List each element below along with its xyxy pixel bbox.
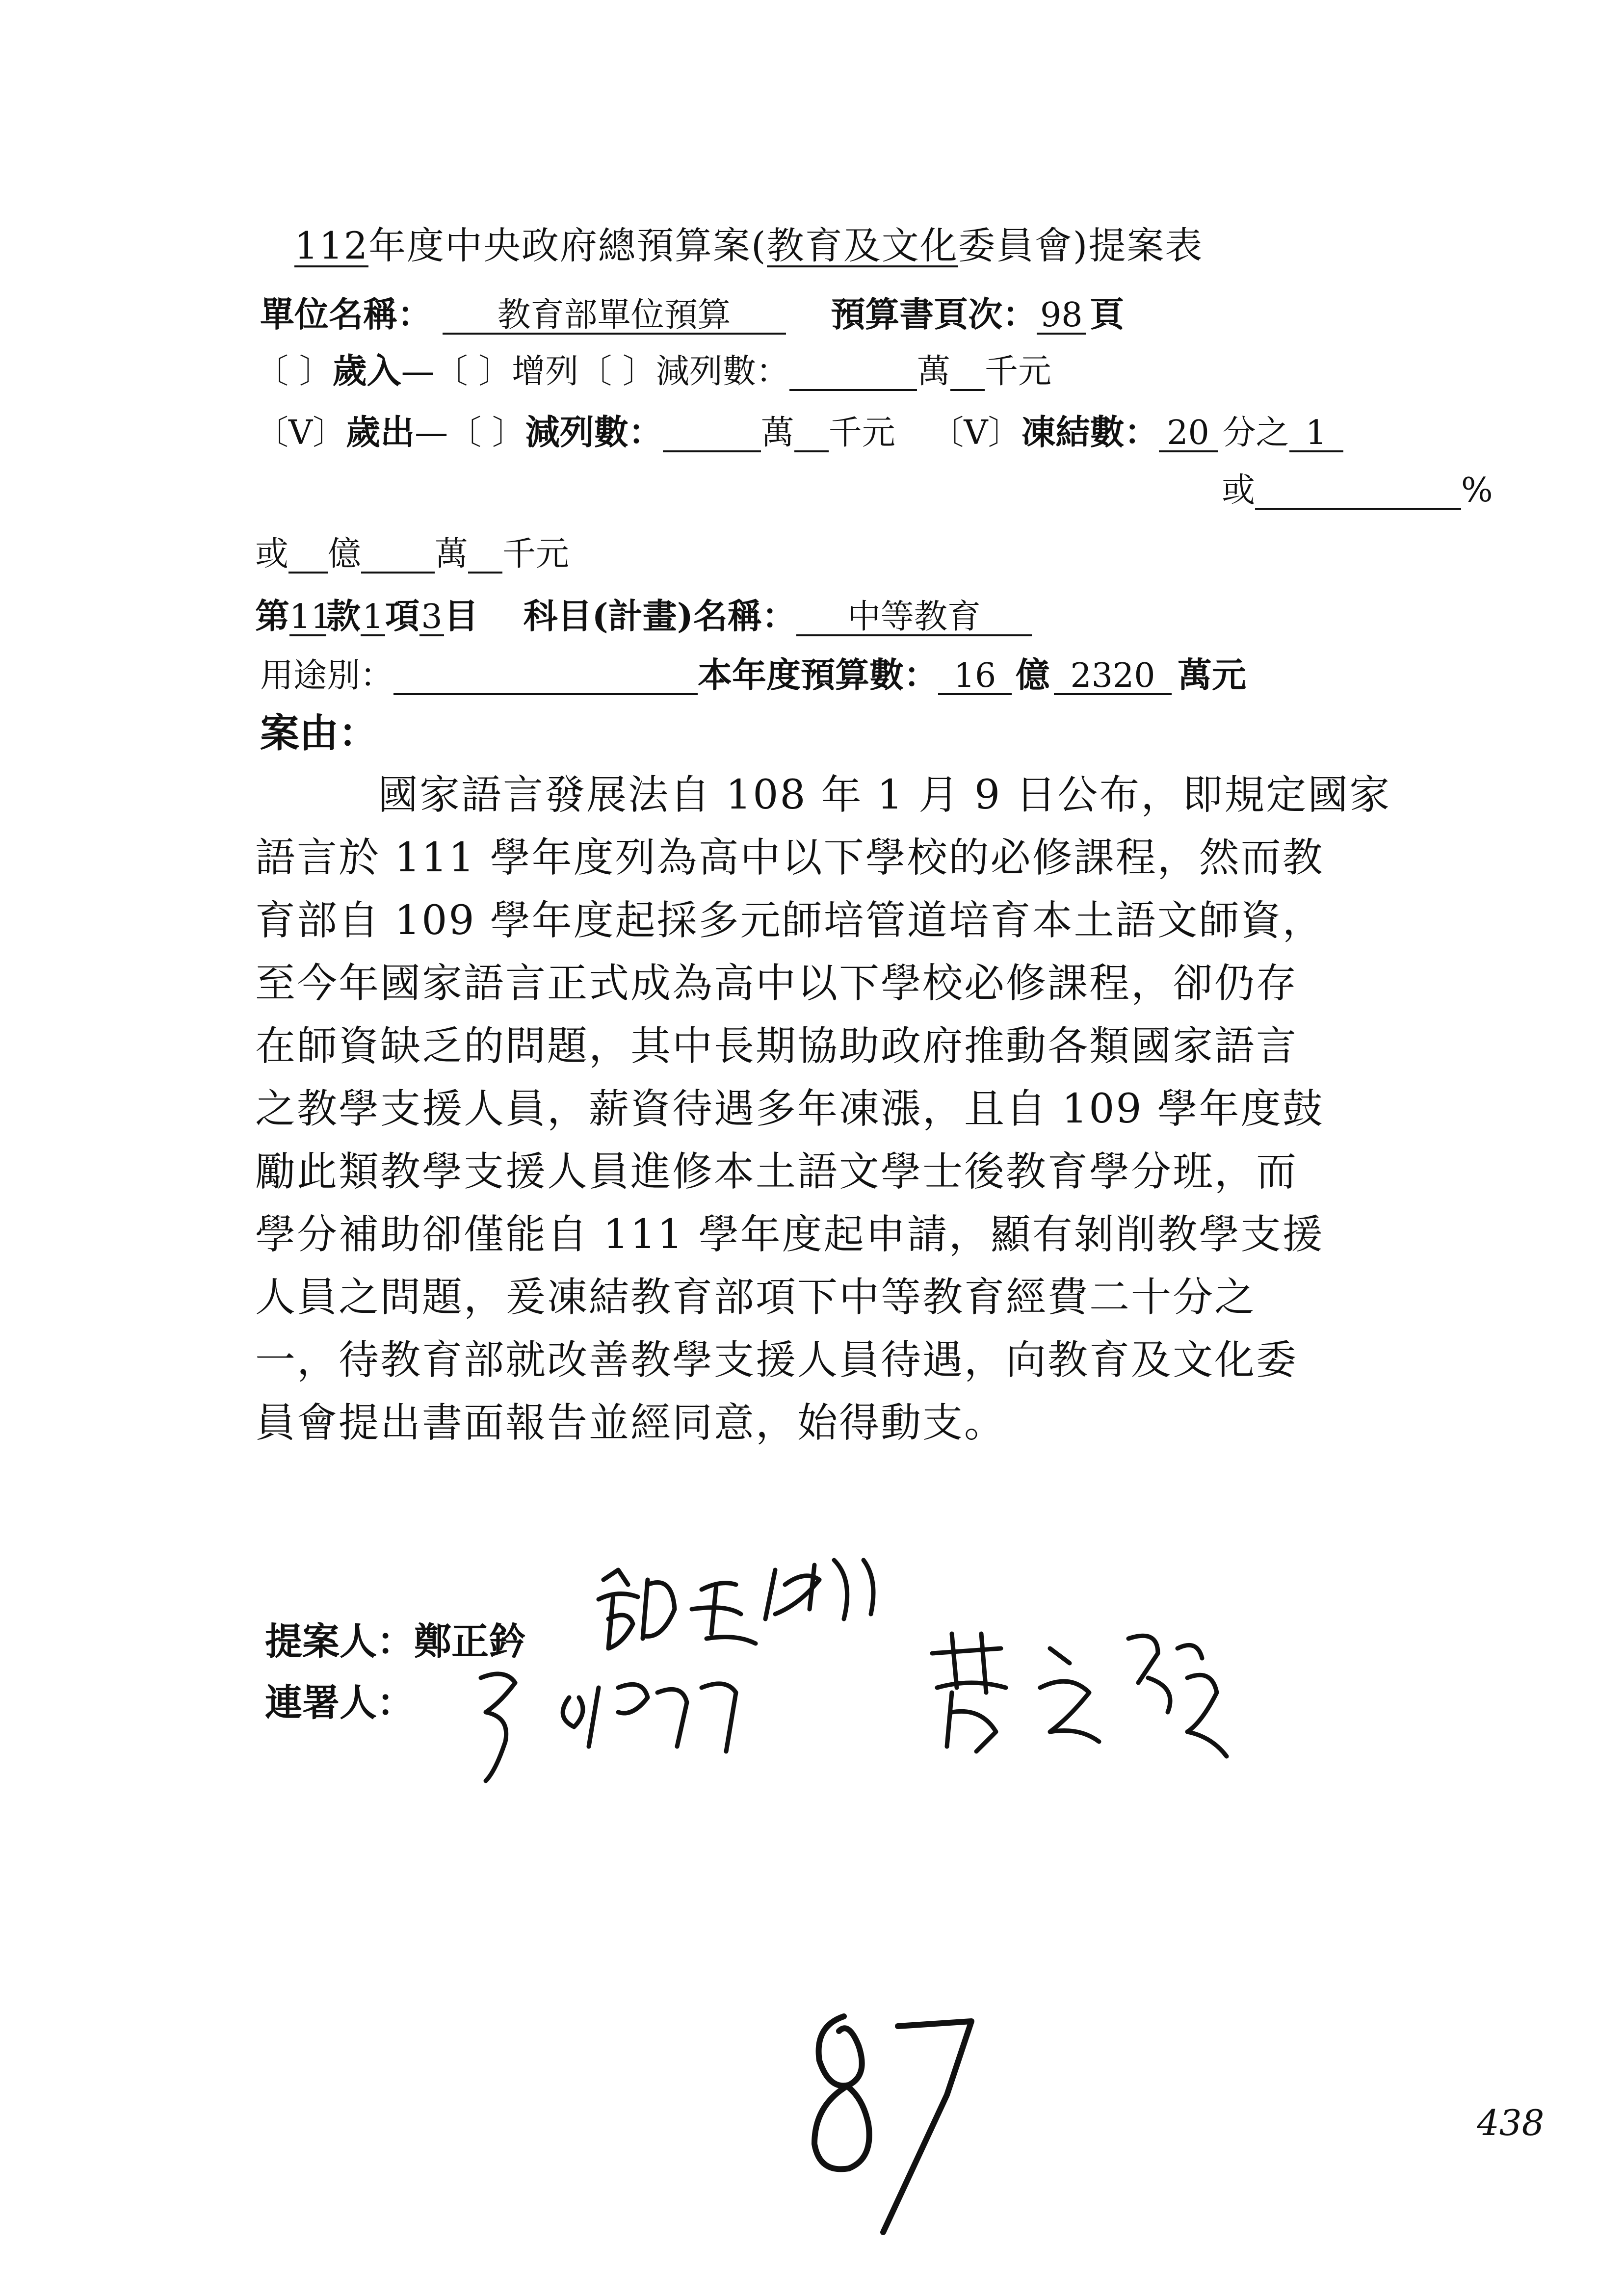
reason-line: 人員之問題，爰凍結教育部項下中等教育經費二十分之 xyxy=(255,1274,1257,1321)
cosigner-signature-1 xyxy=(471,1658,814,1796)
increase-checkbox: 〔 〕 xyxy=(434,352,512,391)
freeze-denominator: 20 xyxy=(1159,416,1218,452)
usage-row xyxy=(260,648,1246,697)
freeze-label: 凍結數： xyxy=(1021,412,1159,452)
reason-line: 員會提出書面報告並經同意，始得動支。 xyxy=(255,1400,1006,1446)
unit-label: 單位名稱： xyxy=(260,294,432,335)
percent-blank xyxy=(1255,473,1461,510)
kuan-label: 款 xyxy=(326,596,361,636)
unit-value: 教育部單位預算 xyxy=(443,298,786,335)
revenue-dash: — xyxy=(401,352,435,391)
increase-label: 增列 xyxy=(512,352,579,391)
revenue-wan: 萬 xyxy=(917,352,950,391)
usage-blank xyxy=(393,658,698,695)
title-year: 112 xyxy=(294,224,369,267)
revenue-qian-yuan: 千元 xyxy=(984,352,1051,391)
mu-label: 目 xyxy=(444,596,478,636)
yi-label: 億 xyxy=(328,535,362,574)
subject-label: 科目(計畫)名稱： xyxy=(523,596,796,636)
reason-line: 至今年國家語言正式成為高中以下學校必修課程，卻仍存 xyxy=(255,960,1298,1007)
expenditure-row xyxy=(255,405,1343,454)
proposer-row xyxy=(265,1612,526,1665)
cosigner-label: 連署人： xyxy=(265,1681,414,1724)
reason-heading: 案由： xyxy=(260,710,378,756)
qian-blank xyxy=(468,537,502,574)
handwritten-number xyxy=(785,1997,1001,2242)
exp-qian-yuan: 千元 xyxy=(828,414,895,452)
mu-value: 3 xyxy=(419,600,444,636)
reason-line: 勵此類教學支援人員進修本土語文學士後教育學分班，而 xyxy=(255,1148,1298,1195)
budget-wan-label: 萬元 xyxy=(1178,654,1247,695)
exp-decrease-checkbox: 〔 〕 xyxy=(448,414,525,452)
unit-row xyxy=(260,287,1124,337)
revenue-checkbox: 〔 〕 xyxy=(255,352,333,391)
exp-decrease-label: 減列數： xyxy=(525,412,663,452)
page-ref-label: 預算書頁次： xyxy=(831,294,1037,335)
usage-label: 用途別： xyxy=(260,656,394,695)
reason-line: 之教學支援人員，薪資待遇多年凍漲，且自 109 學年度鼓 xyxy=(255,1086,1324,1132)
exp-wan: 萬 xyxy=(760,414,794,452)
expenditure-checkbox: 〔V〕 xyxy=(255,414,346,452)
expenditure-label: 歲出 xyxy=(346,412,415,452)
reason-line: 國家語言發展法自 108 年 1 月 9 日公布，即規定國家 xyxy=(378,772,1391,818)
proposer-name: 鄭正鈐 xyxy=(414,1619,526,1663)
wan-label: 萬 xyxy=(435,535,469,574)
percent-row xyxy=(1222,464,1493,511)
wan-blank xyxy=(361,537,435,574)
exp-qian-blank xyxy=(794,416,829,452)
title-pre: 年度中央政府總預算案( xyxy=(368,224,767,267)
fraction-label: 分之 xyxy=(1222,414,1289,452)
page-number: 438 xyxy=(1477,2102,1545,2143)
reason-line: 學分補助卻僅能自 111 學年度起申請，顯有剝削教學支援 xyxy=(255,1211,1324,1258)
budget-yi-label: 億 xyxy=(1016,654,1050,695)
xiang-value: 1 xyxy=(361,600,385,636)
decrease-label: 減列數： xyxy=(655,352,789,391)
exp-wan-blank xyxy=(663,416,761,452)
revenue-qian-blank xyxy=(950,354,985,391)
freeze-numerator: 1 xyxy=(1289,416,1343,452)
revenue-label: 歲入 xyxy=(332,350,401,391)
title-committee: 教育及文化 xyxy=(766,224,958,267)
or-percent-label: 或 xyxy=(1222,471,1256,510)
decrease-checkbox: 〔 〕 xyxy=(578,352,656,391)
proposer-signature xyxy=(589,1550,893,1663)
yi-blank xyxy=(288,537,328,574)
revenue-row xyxy=(255,343,1051,393)
kuan-value: 11 xyxy=(289,598,332,636)
item-di: 第 xyxy=(255,596,289,636)
reason-line: 一，待教育部就改善教學支援人員待遇，向教育及文化委 xyxy=(255,1337,1298,1383)
proposer-label: 提案人： xyxy=(265,1619,414,1663)
reason-line: 育部自 109 學年度起採多元師培管道培育本土語文師資， xyxy=(255,897,1324,944)
xiang-label: 項 xyxy=(385,596,419,636)
subject-value: 中等教育 xyxy=(796,600,1032,636)
page-ref-suffix: 頁 xyxy=(1090,294,1125,335)
form-title xyxy=(294,216,1203,269)
reason-line: 在師資缺乏的問題，其中長期協助政府推動各類國家語言 xyxy=(255,1023,1298,1070)
qian-yuan-label: 千元 xyxy=(502,535,570,574)
page-ref-value: 98 xyxy=(1037,298,1086,335)
percent-sign: % xyxy=(1461,471,1493,510)
cosigner-signature-2 xyxy=(922,1619,1276,1766)
revenue-wan-blank xyxy=(789,354,917,391)
budget-yi-value: 16 xyxy=(938,658,1012,695)
title-post: 委員會)提案表 xyxy=(958,224,1204,267)
amount-row xyxy=(255,527,569,575)
or-amount-label: 或 xyxy=(255,535,289,574)
budget-wan-value: 2320 xyxy=(1054,658,1172,695)
budget-label: 本年度預算數： xyxy=(698,654,939,695)
freeze-checkbox: 〔V〕 xyxy=(930,414,1022,452)
reason-line: 語言於 111 學年度列為高中以下學校的必修課程，然而教 xyxy=(255,835,1324,881)
item-row xyxy=(255,589,1032,638)
expenditure-dash: — xyxy=(415,414,448,452)
